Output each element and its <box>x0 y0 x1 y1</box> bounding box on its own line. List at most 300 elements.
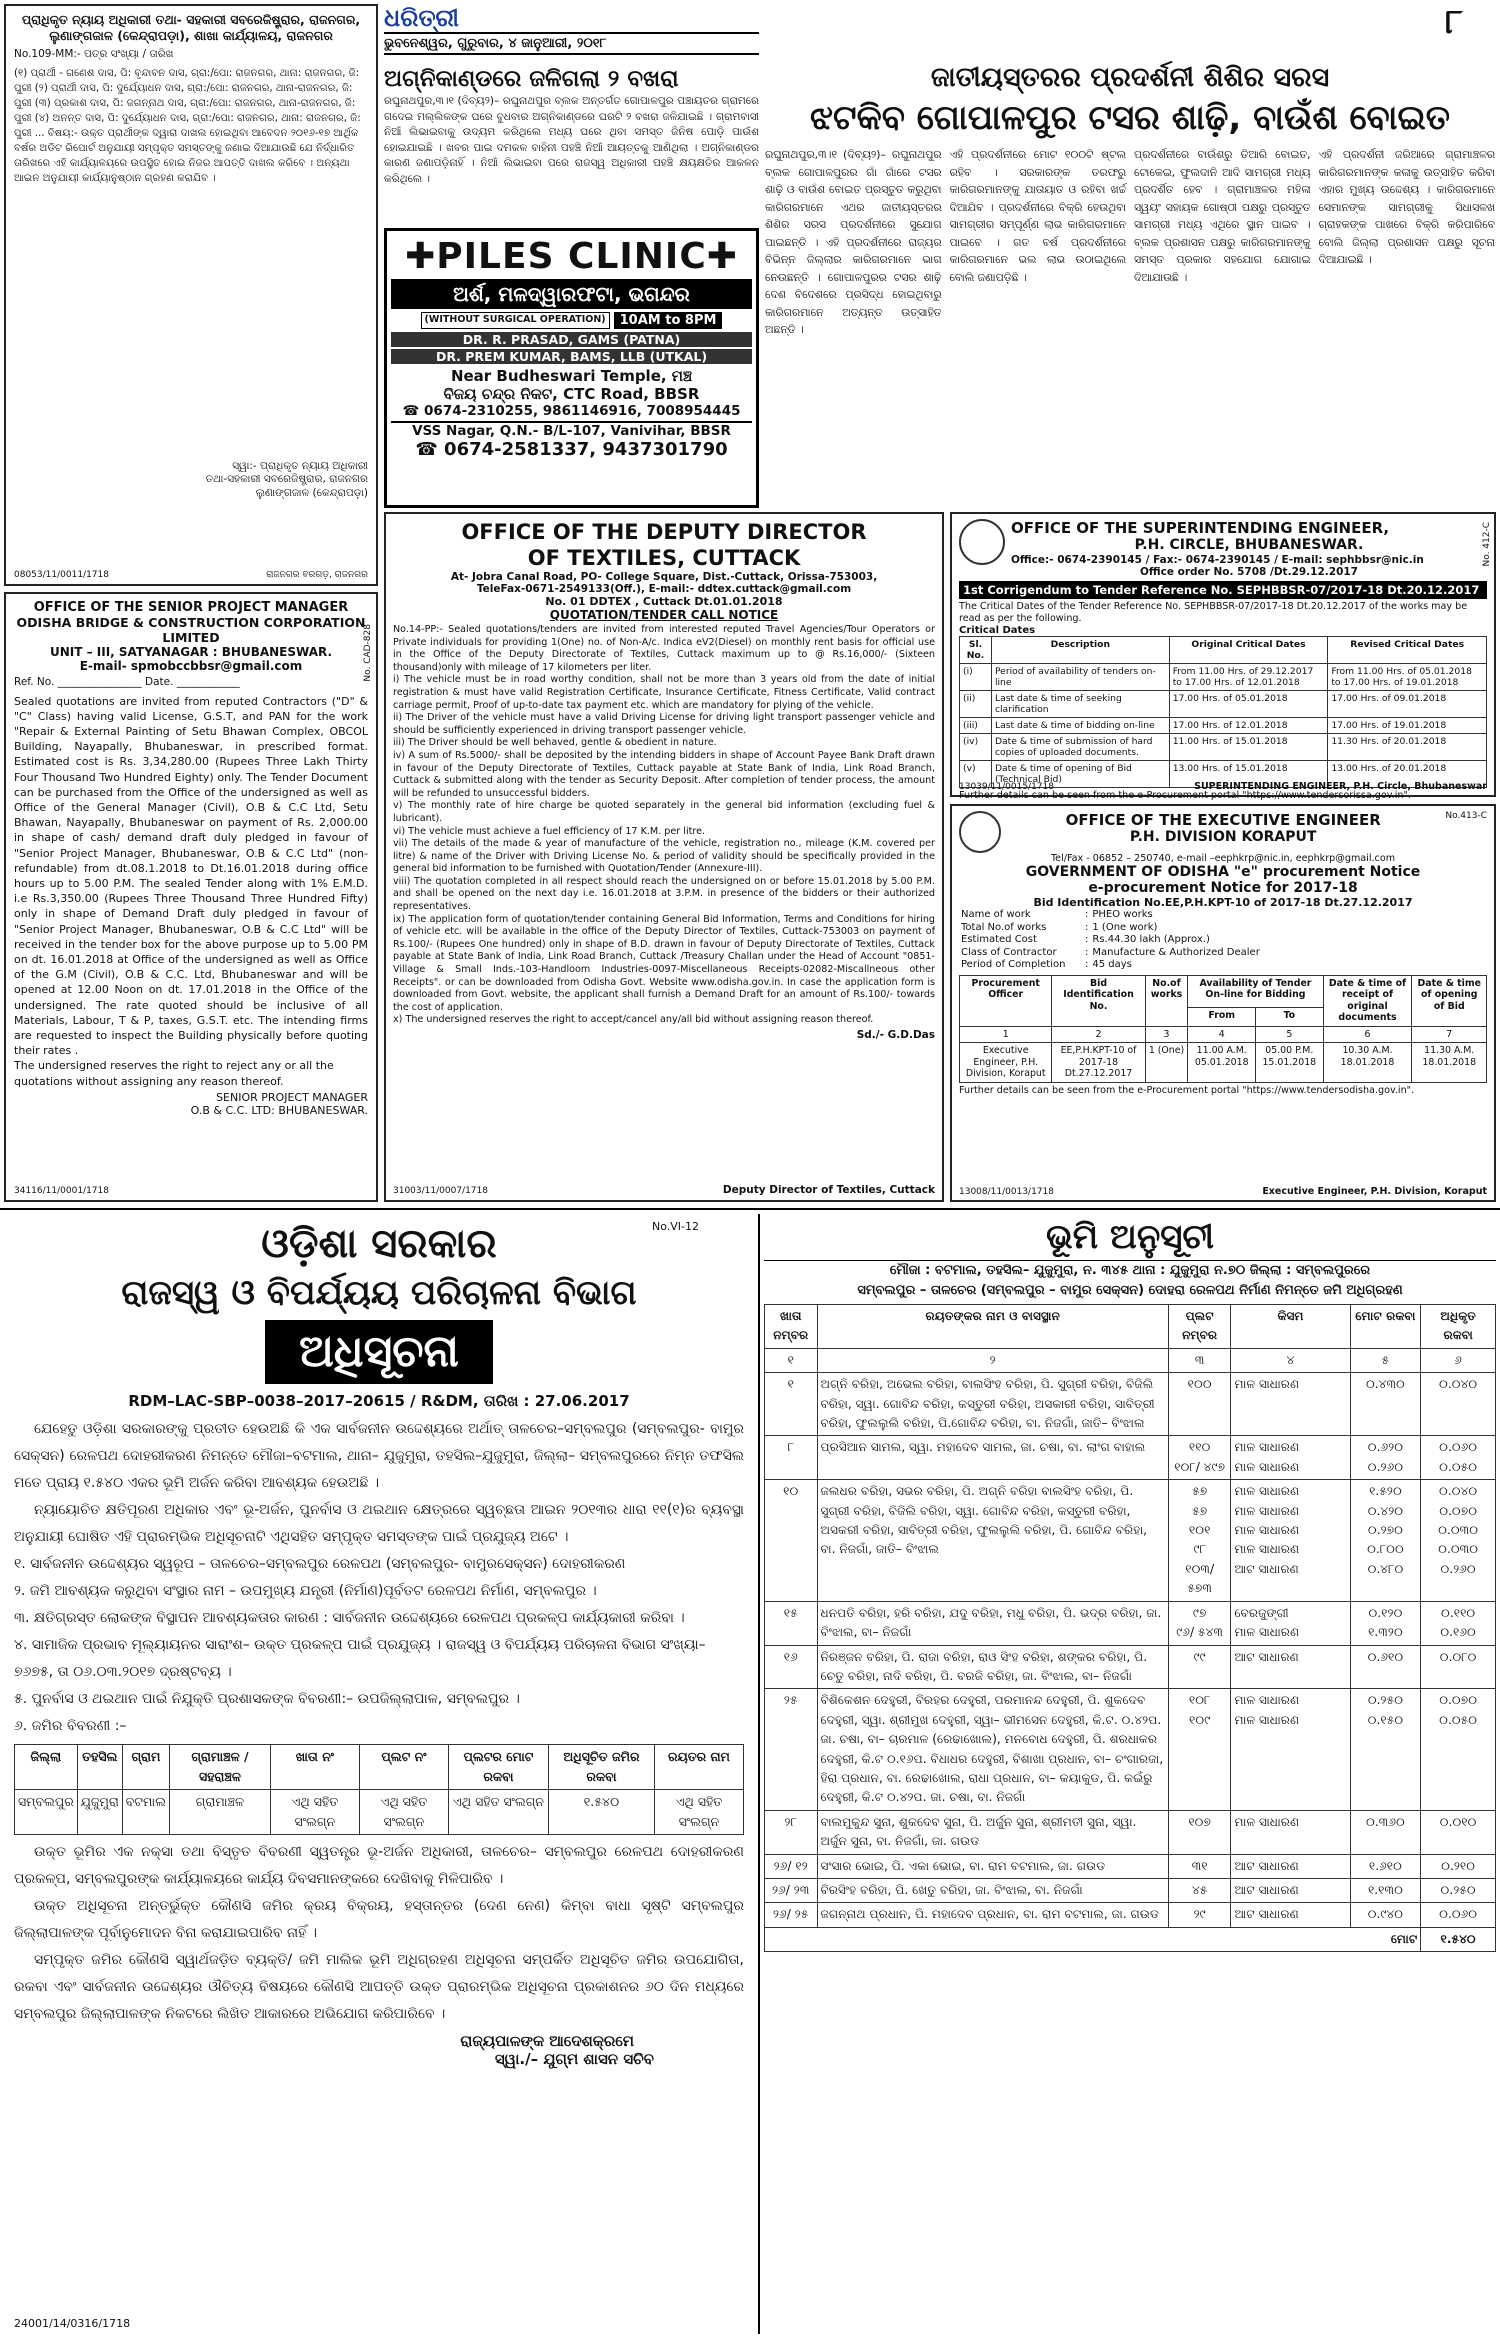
ad-textiles-item: vi) The vehicle must achieve a fuel efficiency of 17 K.M. per litre. <box>393 825 706 837</box>
table-cell <box>1350 1854 1421 1878</box>
table-header: Date & time of opening of Bid <box>1412 975 1487 1026</box>
table-cell: Executive Engineer, P.H. Division, Koraput <box>960 1043 1052 1083</box>
notice-list-item: ୩. କ୍ଷତିଗ୍ରସ୍ତ ଲୋକଙ୍କ ବିସ୍ଥାପନ ଆବଶ୍ୟକତାର କାରଣ : ସାର୍ବଜନୀନ ଉଦ୍ଦେଶ୍ୟରେ ରେଳପଥ ପ୍ରକଳ୍ପ କାର୍ଯ୍ୟକାରୀ କରିବା । <box>14 1610 685 1626</box>
cell-line: ୧୦୮/ ୪୯୭ <box>1174 1459 1226 1474</box>
page-number: ୮ <box>1445 2 1463 42</box>
ad-textiles-address: At- Jobra Canal Road, PO- College Square, Dist.-Cuttack, Orissa-753003, <box>450 571 878 583</box>
news-saree-col-2: ଏହି ପ୍ରଦର୍ଶନୀରେ ମୋଟ ୧୦୦ଟି ଷ୍ଟଲ ରହିବ । ସରକାରଙ୍କ ତରଫରୁ କାରିଗରମାନଙ୍କୁ ଯାତାୟାତ ଓ ରହିବା ଖର୍ଚ୍ଚ ଦିଆଯିବ । ପ୍ରଦର୍ଶନୀରେ ବିକ୍ରି ହେଉଥିବା ସାମଗ୍ରୀର ସମ୍ପୂର୍ଣ୍ଣ ଲାଭ କାରିଗରମାନେ ପାଇବେ । ଗତ ବର୍ଷ ପ୍ରଦର୍ଶନୀରେ କାରିଗରମାନେ ଭଲ ଲାଭ ଉଠାଇଥିଲେ ବୋଲି ଜଣାପଡ଼ିଛି । <box>949 148 1126 284</box>
table-cell <box>1350 1373 1421 1436</box>
table-row <box>960 734 1487 761</box>
cell-line: ୯୯ <box>1193 1649 1206 1664</box>
table-cell: 10.30 A.M. 18.01.2018 <box>1323 1043 1412 1083</box>
info-cell: Estimated Cost <box>961 934 1037 945</box>
ad-ph-circle-further: Further details can be seen from the e-Procurement portal "https://www.tendersorissa.gov.in". <box>959 790 1411 801</box>
cell-line: ୧୦୧ <box>1188 1523 1211 1538</box>
notice-para-4: ଉକ୍ତ ଅଧିସୂଚନା ଅନ୍ତର୍ଭୁକ୍ତ କୌଣସି ଜମିର କ୍ରୟ ବିକ୍ରୟ, ହସ୍ତାନ୍ତର (ଦେଣ ନେଣ) କିମ୍ବା ବାଧା ସୃଷ୍ଟି ସମ୍ବଲପୁର ଜିଲ୍ଲାପାଳଙ୍କ ପୂର୍ବାନୁମୋଦନ ବିନା କରାଯାଇପାରିବ ନାହିଁ । <box>14 1898 744 1941</box>
ad-ph-circle-contact: Office:- 0674-2390145 / Fax:- 0674-2390145 / E-mail: sephbbsr@nic.in <box>1011 554 1424 566</box>
info-cell: 1 (One work) <box>1092 921 1158 933</box>
cell-line: ୦.୩୬୦ <box>1366 1814 1405 1829</box>
table-cell <box>1421 1810 1496 1854</box>
cell-line: ୦.୪୨୦ <box>1367 1503 1404 1518</box>
table-cell <box>1168 1854 1231 1878</box>
cell-line: ୯୮ <box>1193 1542 1206 1557</box>
ad-koraput-table <box>959 975 1487 1083</box>
cell-line: ୦.୦୩୦ <box>1438 1523 1479 1538</box>
cell-line: ୧.୧୩୦ <box>1367 1882 1403 1897</box>
table-header: To <box>1256 1007 1323 1026</box>
notice-title-govt: ଓଡ଼ିଶା ସରକାର <box>261 1221 497 1267</box>
table-header: No.of works <box>1145 975 1188 1026</box>
table-cell: From 11.00 Hrs. of 29.12.2017 to 17.00 Hrs. of 12.01.2018 <box>1169 664 1328 691</box>
ad-textiles-sign: Deputy Director of Textiles, Cuttack <box>722 1184 935 1196</box>
table-cell: ୨୬/ ୨୩ <box>765 1878 818 1902</box>
table-cell: 13.00 Hrs. of 20.01.2018 <box>1328 761 1487 788</box>
news-saree-headline: ଝଟକିବ ଗୋପାଳପୁର ଟସର ଶାଢ଼ି, ବାଉଁଶ ବୋଇତ <box>809 98 1451 138</box>
notice-code: 24001/14/0316/1718 <box>14 2317 131 2330</box>
odisha-emblem-icon <box>959 811 1001 853</box>
info-cell: : <box>1085 959 1089 970</box>
ad-ph-circle-table <box>959 636 1487 788</box>
table-cell: 17.00 Hrs. of 09.01.2018 <box>1328 691 1487 718</box>
notice-para-2: ନ୍ୟାୟୋଚିତ କ୍ଷତିପୂରଣ ଅଧିକାର ଏବଂ ଭୂ-ଅର୍ଜନ, ପୁନର୍ବାସ ଓ ଥଇଥାନ କ୍ଷେତ୍ରରେ ସ୍ୱଚ୍ଛତା ଆଇନ ୨୦୧୩ର ଧାରା ୧୧(୧)ର ବ୍ୟବସ୍ଥା ଅନୁଯାୟୀ ଘୋଷିତ ଏହି ପ୍ରାରମ୍ଭିକ ଅଧିସୂଚନାଟି ଏଥିସହିତ ସମ୍ପୃକ୍ତ ସମସ୍ତଙ୍କ ପାଇଁ ପ୍ରଯୁଜ୍ୟ ଅଟେ । <box>14 1502 744 1545</box>
odisha-emblem-icon <box>959 519 1005 565</box>
ad-koraput-h2: P.H. DIVISION KORAPUT <box>1129 829 1317 845</box>
info-cell: Rs.44.30 lakh (Approx.) <box>1092 934 1210 945</box>
land-schedule <box>764 1214 1496 2334</box>
table-cell: 11.30 Hrs. of 20.01.2018 <box>1328 734 1487 761</box>
cell-line: ୦.୨୧୦ <box>1441 1858 1476 1873</box>
table-cell <box>1168 1480 1231 1601</box>
table-cell: ଏଥି ସହିତ ସଂଲଗ୍ନ <box>654 1790 743 1835</box>
table-cell <box>1168 1810 1231 1854</box>
table-header-number: ୫ <box>1350 1348 1421 1372</box>
cell-line: ୦.୨୫୦ <box>1440 1882 1476 1897</box>
table-header: ରୟତର ନାମ <box>654 1745 743 1790</box>
table-header: Description <box>991 637 1169 664</box>
cell-line: ୧୧୦ <box>1188 1440 1211 1455</box>
cell-line: ମାଳ ସାଧାରଣ <box>1234 1440 1300 1455</box>
table-cell <box>1421 1854 1496 1878</box>
table-cell <box>1168 1878 1231 1902</box>
table-cell: (iv) <box>960 734 992 761</box>
cell-line: ମାଳ ସାଧାରଣ <box>1234 1503 1300 1518</box>
cell-line: ୦.୦୫୦ <box>1439 1712 1478 1727</box>
table-row <box>765 1645 1496 1689</box>
table-cell: ୧୫ <box>765 1601 818 1645</box>
cell-line: ଆଟ ସାଧାରଣ <box>1234 1907 1299 1922</box>
ad-piles-doctor-2: DR. PREM KUMAR, BAMS, LLB (UTKAL) <box>391 349 752 364</box>
cell-line: ମାଳ ସାଧାରଣ <box>1234 1484 1300 1499</box>
table-cell <box>1231 1903 1350 1927</box>
cell-line: ମାଳ ସାଧାରଣ <box>1234 1625 1300 1640</box>
ad-ph-circle-h1: OFFICE OF THE SUPERINTENDING ENGINEER, <box>1011 519 1390 537</box>
ad-textiles-item: x) The undersigned reserves the right to accept/cancel any/all bid without assigning reason thereof. <box>393 1014 874 1026</box>
table-row <box>765 1436 1496 1480</box>
news-saree-col-4: ଏହି ପ୍ରଦର୍ଶନୀ ଜରିଆରେ ଗ୍ରାମାଞ୍ଚଳର କାରିଗରମାନଙ୍କ କଳାକୁ ଉତ୍ସାହିତ କରିବା ଏହାର ମୁଖ୍ୟ ଉଦ୍ଦେଶ୍ୟ । କାରିଗରମାନେ ସେମାନଙ୍କ ସାମଗ୍ରୀକୁ ସିଧାସଳଖ ଗ୍ରାହକଙ୍କ ପାଖରେ ବିକ୍ରି କରିପାରିବେ ବୋଲି ଜିଲ୍ଲା ପ୍ରଶାସନ ପକ୍ଷରୁ ସୂଚନା ଦିଆଯାଇଛି । <box>1318 148 1495 266</box>
table-header: From <box>1188 1007 1256 1026</box>
table-cell: ୧୬ <box>765 1645 818 1689</box>
cell-line: ୦.୨୬୦ <box>1367 1459 1404 1474</box>
table-cell <box>1231 1878 1350 1902</box>
table-header: ଗ୍ରାମାଞ୍ଚଳ / ସହରାଞ୍ଚଳ <box>170 1745 271 1790</box>
table-cell: EE,P.H.KPT-10 of 2017-18 Dt.27.12.2017 <box>1052 1043 1145 1083</box>
notice-title-dept: ରାଜସ୍ୱ ଓ ବିପର୍ଯ୍ୟୟ ପରିଚାଳନା ବିଭାଗ <box>121 1273 637 1313</box>
table-cell <box>1350 1878 1421 1902</box>
table-cell <box>1421 1373 1496 1436</box>
table-cell: (iii) <box>960 718 992 734</box>
ad-koraput-further: Further details can be seen from the e-Procurement portal "https://www.tendersodisha.gov.in". <box>959 1084 1415 1096</box>
notice-para-5: ସମ୍ପୃକ୍ତ ଜମିର କୌଣସି ସ୍ୱାର୍ଥଜଡ଼ିତ ବ୍ୟକ୍ତି/ ଜମି ମାଲିକ ଭୂମି ଅଧିଗ୍ରହଣ ଅଧିସୂଚନା ସମ୍ପର୍କିତ ଅଧିସୂଚିତ ଜମିର ଉପଯୋଗିତା, ରକବା ଏବଂ ସାର୍ବଜନୀନ ଉଦ୍ଦେଶ୍ୟର ଔଚିତ୍ୟ ବିଷୟରେ କୌଣସି ଆପତ୍ତି ଉକ୍ତ ପ୍ରାରମ୍ଭିକ ଅଧିସୂଚନା ପ୍ରକାଶନର ୬୦ ଦିନ ମଧ୍ୟରେ ସମ୍ବଲପୁର ଜିଲ୍ଲାପାଳଙ୍କ ନିକଟରେ ଲିଖିତ ଆକାରରେ ଅଭିଯୋଗ କରିପାରିବେ । <box>14 1952 744 2022</box>
table-header: ଖାତା ନଂ <box>270 1745 359 1790</box>
cell-line: ୦.୦୪୦ <box>1439 1484 1478 1499</box>
news-fire-headline: ଅଗ୍ନିକାଣ୍ଡରେ ଜଳିଗଲା ୨ ବଖରା <box>384 66 679 92</box>
cell-line: ୧.୫୨୦ <box>1369 1484 1402 1499</box>
table-cell <box>1231 1373 1350 1436</box>
ad-textiles-number: No. 01 DDTEX , Cuttack Dt.01.01.2018 <box>545 595 783 608</box>
cell-line: ମାଳ ସାଧାରଣ <box>1234 1712 1300 1727</box>
ad-piles-timing: 10AM to 8PM <box>614 312 723 329</box>
table-row <box>765 1689 1496 1810</box>
cell-line: ୦.୨୫୦ <box>1367 1693 1404 1708</box>
ad-obcc-side-label: No. CAD-828 <box>363 624 373 682</box>
table-cell: ଧନପତି ବରିହା, ହରି ବରିହା, ଯଦୁ ବରିହା, ମଧୁ ବରିହା, ପି. ଭଦ୍ର ବରିହା, ଜା. ବିଂଝାଲ, ବା– ନିଜଗାଁ <box>817 1601 1168 1645</box>
notice-para-3: ଉକ୍ତ ଭୂମିର ଏକ ନକ୍ସା ତଥା ବିସ୍ତୃତ ବିବରଣୀ ସ୍ୱତନ୍ତ୍ର ଭୂ-ଅର୍ଜନ ଅଧିକାରୀ, ତାଳଚେର– ସମ୍ବଲପୁର ରେଳପଥ ଦୋହରୀକରଣ ପ୍ରକଳ୍ପ, ସମ୍ବଲପୁରଙ୍କ କାର୍ଯ୍ୟାଳୟରେ କାର୍ଯ୍ୟ ଦିବସମାନଙ୍କରେ ଦେଖିବାକୁ ମିଳିପାରିବ । <box>14 1844 744 1887</box>
ad-koraput-h1: OFFICE OF THE EXECUTIVE ENGINEER <box>1065 811 1381 829</box>
table-header: ଖାତା ନମ୍ବର <box>765 1305 818 1349</box>
info-cell: 45 days <box>1092 959 1132 970</box>
ad-textiles-h2: OF TEXTILES, CUTTACK <box>527 546 801 570</box>
info-cell: : <box>1085 909 1089 920</box>
ad-textiles-title: QUOTATION/TENDER CALL NOTICE <box>549 608 779 622</box>
table-header: ପ୍ଲଟ ନମ୍ବର <box>1168 1305 1231 1349</box>
cell-line: ୦.୪୮୦ <box>1367 1561 1404 1576</box>
ad-court-notice <box>4 4 378 586</box>
table-cell: 2 <box>1052 1026 1145 1043</box>
ad-court-heading: ପ୍ରାଧିକୃତ ନ୍ୟାୟ ଅଧିକାରୀ ତଥା- ସହକାରୀ ସବରେଜିଷ୍ଟ୍ରାର, ରାଜନଗର, ଲୁଣାଙ୍ଗଜାଳ (କେନ୍ଦ୍ରାପଡ଼ା), ଶାଖା କାର୍ଯ୍ୟାଳୟ, ରାଜନଗର <box>21 12 361 43</box>
info-cell: Manufacture & Authorized Dealer <box>1092 946 1260 958</box>
table-cell <box>1350 1689 1421 1810</box>
cell-line: ୧.୬୧୦ <box>1368 1858 1402 1873</box>
ad-textiles-code: 31003/11/0007/1718 <box>393 1186 488 1196</box>
table-cell: ଗ୍ରାମାଞ୍ଚଳ <box>170 1790 271 1835</box>
info-cell: : <box>1085 921 1089 933</box>
notice-list-item: ୪. ସାମାଜିକ ପ୍ରଭାବ ମୂଲ୍ୟାୟନର ସାରାଂଶ– ଉକ୍ତ ପ୍ରକଳ୍ପ ପାଇଁ ପ୍ରଯୁଜ୍ୟ । ରାଜସ୍ୱ ଓ ବିପର୍ଯ୍ୟୟ ପରିଚାଳନା ବିଭାଗ ସଂଖ୍ୟା– ୭୬୭୫, ତା ୦୬.୦୩.୨୦୧୭ ଦ୍ରଷ୍ଟବ୍ୟ । <box>14 1637 706 1680</box>
table-cell: 17.00 Hrs. of 05.01.2018 <box>1169 691 1328 718</box>
table-cell: 7 <box>1412 1026 1487 1043</box>
ad-koraput-bid-id: Bid Identification No.EE,P.H.KPT-10 of 2017-18 Dt.27.12.2017 <box>1033 896 1413 909</box>
table-cell: Last date & time of bidding on-line <box>991 718 1169 734</box>
ad-ph-circle-side-label: No. 412-C <box>1482 522 1492 567</box>
ad-koraput-g2: e-procurement Notice for 2017-18 <box>1088 880 1358 896</box>
cell-line: ୦.୦୩୦ <box>1438 1542 1479 1557</box>
table-cell: Date & time of submission of hard copies of uploaded documents. <box>991 734 1169 761</box>
ad-obcc-h1: OFFICE OF THE SENIOR PROJECT MANAGER <box>33 600 349 615</box>
schedule-subtitle-1: ମୌଜା : ବଟମାଲ, ତହସିଲ– ଯୁଜୁମୁରା, ନ. ୩୪୫ ଥାନା : ଯୁଜୁମୁରା ନ.୭୦ ଜିଲ୍ଲା : ସମ୍ବଲପୁରରେ <box>764 1260 1496 1281</box>
ad-koraput-g1: GOVERNMENT OF ODISHA "e" procurement Notice <box>1025 864 1421 880</box>
table-cell <box>1421 1689 1496 1810</box>
table-cell: (i) <box>960 664 992 691</box>
notice-list-item: ୫. ପୁନର୍ବାସ ଓ ଥଇଥାନ ପାଇଁ ନିଯୁକ୍ତି ପ୍ରଶାସକଙ୍କ ବିବରଣୀ:– ଉପଜିଲ୍ଲାପାଳ, ସମ୍ବଲପୁର । <box>14 1691 520 1707</box>
notice-revenue-dept <box>4 1214 754 2334</box>
cross-icon: ✚ <box>405 236 437 277</box>
ad-textiles-items <box>393 674 935 1027</box>
ad-piles-address-2: ବିଜୟ ଚନ୍ଦ୍ର ନିକଟ, CTC Road, BBSR <box>443 385 700 403</box>
table-row <box>765 1601 1496 1645</box>
table-total-value: ୧.୫୪୦ <box>1421 1927 1496 1951</box>
cell-line: ୦.୦୬୦ <box>1439 1440 1478 1455</box>
table-header: ଅଧିକୃତ ରକବା <box>1421 1305 1496 1349</box>
ad-textiles-h1: OFFICE OF THE DEPUTY DIRECTOR <box>461 520 867 544</box>
ad-obcc-tender <box>4 592 378 1202</box>
table-cell: ୨୮ <box>765 1810 818 1854</box>
news-saree-col-3: ପ୍ରଦର୍ଶନୀରେ ବାଉଁଶରୁ ତିଆରି ବୋଇତ, ଟୋକେଇ, ଫୁଲଦାନି ଆଦି ସାମଗ୍ରୀ ମଧ୍ୟ ପ୍ରଦର୍ଶିତ ହେବ । ଗ୍ରାମାଞ୍ଚଳର ମହିଳା ସ୍ୱୟଂ ସହାୟକ ଗୋଷ୍ଠୀ ପକ୍ଷରୁ ପ୍ରସ୍ତୁତ ସାମଗ୍ରୀ ମଧ୍ୟ ଏଥିରେ ସ୍ଥାନ ପାଇବ । ବ୍ଲକ ପ୍ରଶାସନ ପକ୍ଷରୁ କାରିଗରମାନଙ୍କୁ ସମସ୍ତ ପ୍ରକାର ସହଯୋଗ ଯୋଗାଇ ଦିଆଯାଉଛି । <box>1134 148 1311 284</box>
notice-reference: RDM–LAC-SBP–0038–2017–20615 / R&DM, ତାରିଖ : 27.06.2017 <box>128 1392 630 1410</box>
ad-obcc-ref: Ref. No. ________________ Date. ____________ <box>14 676 240 688</box>
notice-number: No.VI-12 <box>652 1220 699 1233</box>
cell-line: ମାଳ ସାଧାରଣ <box>1234 1377 1300 1392</box>
notice-list-item: ୨. ଜମି ଆବଶ୍ୟକ କରୁଥିବା ସଂସ୍ଥାର ନାମ – ଉପମୁଖ୍ୟ ଯନ୍ତ୍ରୀ (ନିର୍ମାଣ)ପୂର୍ବତଟ ରେଳପଥ ନିର୍ମାଣ, ସମ୍ବଲପୁର । <box>14 1583 597 1599</box>
table-cell: ଯୁଜୁମୁରା <box>77 1790 122 1835</box>
cell-line: ୦.୦୫୦ <box>1439 1459 1478 1474</box>
ad-obcc-email: E-mail- spmobccbbsr@gmail.com <box>79 659 303 673</box>
table-header-number: ୩ <box>1168 1348 1231 1372</box>
cell-line: ୦.୦୪୦ <box>1439 1377 1478 1392</box>
table-cell: 11.30 A.M. 18.01.2018 <box>1412 1043 1487 1083</box>
table-row <box>765 1810 1496 1854</box>
table-cell: Last date & time of seeking clarification <box>991 691 1169 718</box>
table-header: Original Critical Dates <box>1169 637 1328 664</box>
notice-list-item: ୧. ସାର୍ବଜନୀନ ଉଦ୍ଦେଶ୍ୟର ସ୍ୱରୂପ – ତାଳଚେର–ସମ୍ବଲପୁର ରେଳପଥ (ସମ୍ବଲପୁର- ବାମୁରସେକ୍ସନ) ଦୋହରୀକରଣ <box>14 1556 626 1572</box>
schedule-subtitle-2: ସମ୍ବଲପୁର – ତାଳଚେର (ସମ୍ବଲପୁର – ବାମୁର ସେକ୍ସନ) ଦୋହରା ରେଳପଥ ନିର୍ମାଣ ନିମନ୍ତେ ଜମି ଅଧିଗ୍ରହଣ <box>857 1283 1403 1298</box>
ad-ph-circle-h2: P.H. CIRCLE, BHUBANESWAR. <box>1134 537 1364 553</box>
cell-line: ୦.୦୭୦ <box>1439 1693 1478 1708</box>
table-header: Revised Critical Dates <box>1328 637 1487 664</box>
table-cell: ୨୬/ ୨୫ <box>765 1903 818 1927</box>
cell-line: ୫୭ <box>1192 1484 1208 1499</box>
table-cell: ଏଥି ସହିତ ସଂଲଗ୍ନ <box>270 1790 359 1835</box>
table-row <box>765 1373 1496 1436</box>
schedule-title: ଭୂମି ଅନୁସୂଚୀ <box>1045 1217 1215 1257</box>
table-total-row <box>765 1927 1496 1951</box>
ad-piles-subtitle: ଅର୍ଶ, ମଳଦ୍ୱାରଫଟା, ଭଗନ୍ଦର <box>391 279 752 309</box>
table-cell <box>1168 1436 1231 1480</box>
table-cell: 1 (One) <box>1145 1043 1188 1083</box>
notice-order: ରାଜ୍ୟପାଳଙ୍କ ଆଦେଶକ୍ରମେ <box>460 2032 634 2050</box>
table-cell: (ii) <box>960 691 992 718</box>
cell-line: ୦.୪୩୦ <box>1365 1377 1405 1392</box>
cell-line: ୫୭ <box>1192 1503 1208 1518</box>
column-divider <box>758 1214 760 2334</box>
schedule-table <box>764 1304 1496 1952</box>
info-cell: Total No.of works <box>961 921 1047 933</box>
ad-court-body: (୧) ପ୍ରାର୍ଥୀ - ଗଣେଶ ଦାସ, ପି: ବୃନ୍ଦାବନ ଦାସ, ଗ୍ରା:/ପୋ: ରାଜନଗର, ଥାନା: ରାଜନଗର, ଜି: ପୁରୀ (୨) ପ୍ରାର୍ଥୀ ଦାସ, ପି: ଦୁର୍ଯ୍ୟୋଧନ ଦାସ, ଗ୍ରା:/ପୋ: ରାଜନଗର, ଥାନା-ରାଜନଗର, ଜି: ପୁରୀ (୩) ପ୍ରକାଶ ଦାସ, ପି: ଜଗନ୍ନାଥ ଦାସ, ଗ୍ରା:/ପୋ: ରାଜନଗର, ଥାନା-ରାଜନଗର, ଜି: ପୁରୀ (୪) ଅନନ୍ତ ଦାସ, ପି: ଦୁର୍ଯ୍ୟୋଧନ ଦାସ, ଗ୍ରା:/ପୋ: ରାଜନଗର, ଥାନା: ରାଜନଗର, ଜି: ପୁରୀ ... ବିଷୟ:- ଉକ୍ତ ପ୍ରାର୍ଥୀଙ୍କ ଦ୍ୱାରା ଦାଖଲ ହୋଇଥିବା ଆବେଦନ ୨୦୧୬-୧୭ ଆର୍ଥିକ ବର୍ଷର ଅଡିଟ ରିପୋର୍ଟ ଅନୁଯାୟୀ ସମ୍ପୃକ୍ତ ସମସ୍ତଙ୍କୁ ଜଣାଇ ଦିଆଯାଉଛି ଯେ ନିର୍ଦ୍ଧାରିତ ତାରିଖରେ ଏହି କାର୍ଯ୍ୟାଳୟରେ ଉପସ୍ଥିତ ହୋଇ ନିଜର ଆପତ୍ତି ଦାଖଲ କରିବେ । ଅନ୍ୟଥା ଆଇନ ଅନୁଯାୟୀ କାର୍ଯ୍ୟାନୁଷ୍ଠାନ ଗ୍ରହଣ କରାଯିବ । <box>14 67 361 184</box>
table-row <box>765 1878 1496 1902</box>
ad-court-sign-3: ଲୁଣାଙ୍ଗଜାଳ (କେନ୍ଦ୍ରାପଡ଼ା) <box>255 486 368 499</box>
cell-line: ୦.୬୨୦ <box>1367 1440 1404 1455</box>
cell-line: ୦.୮୦୦ <box>1367 1542 1404 1557</box>
table-cell: ବିଶିକେଶନ ଦେହୁରୀ, ବିରହର ଦେହୁରୀ, ପରମାନନ୍ଦ ଦେହୁରୀ, ପି. ଶୁକଦେବ ଦେହୁରୀ, ସ୍ୱା. ଶ୍ରୀମୁଖ ଦେହୁରୀ, ସ୍ୱା– ଭୀମସେନ ଦେହୁରୀ, କି.ଟ. ୦.୪୨ପ. ଜା. ଚଷା, ବା– ଚାରମାଳ (ରେଢାଖୋଲ), ମନବୋଧ ଦେହୁରୀ, ପି. ଶରଧାକର ଦେହୁରୀ, କି.ଟ ୦.୧୬ପ. ବିଧାଧର ଦେହୁରୀ, ବିଶାଖା ପ୍ରଧାନ, ବା– ଚଂଗାରଜା, ହିରା ପ୍ରଧାନ, ବା. ରେଢାଖୋଲ, ରାଧା ପ୍ରଧାନ, ବା– କୟାକୁଡ, ପି. କଇଁରୁ ଦେହୁରୀ, କି.ଟ ୦.୪୨ପ. ଜା. ଚଷା, ବା. ନିଜଗାଁ <box>817 1689 1168 1810</box>
table-cell: 4 <box>1188 1026 1256 1043</box>
cell-line: ଆଟ ସାଧାରଣ <box>1234 1561 1299 1576</box>
table-cell <box>1421 1601 1496 1645</box>
ad-obcc-code: 34116/11/0001/1718 <box>14 1186 109 1196</box>
info-cell: PHEO works <box>1092 909 1153 920</box>
table-row <box>960 664 1487 691</box>
table-cell: Period of availability of tenders on-line <box>991 664 1169 691</box>
ad-textiles-item: v) The monthly rate of hire charge be quoted separately in the general bid information (excluding fuel & lubricant). <box>393 800 935 824</box>
ad-textiles-item: viii) The quotation completed in all respect should reach the undersigned on or before 15.01.2018 by 5.00 P.M. and shall be opened on the next day i.e. 16.01.2018 at 3.P.M. in presence of the bidders or their authorized representatives. <box>393 875 935 913</box>
ad-textiles-item: ix) The application form of quotation/tender containing General Bid Information, Terms and Conditions for hiring of vehicle etc. will be available in the office of the Deputy Director of Textiles, Cuttack-753003 on payment of Rs.100/- (Rupees One hundred) only in shape of B.D. drawn in favour of Deputy Directorate of Textiles, Cuttack payable at State Bank of India, Link Road Branch, Cuttack /Treasury Challan under the Head of Account "0851-Village & Small Inds.-103-Handloom Industries-0097-Miscellaneous Receipts-02082-Miscallneous other Receipts". or can be downloaded from Odisha Govt. Website www.odisha.gov.in. In case the application form is downloaded from Govt. website, the applicant shall furnish a Demand Draft for an amount of Rs.100/- towards the cost of application. <box>393 913 935 1013</box>
masthead-logo: ଧରିତ୍ରୀ <box>384 4 459 32</box>
ad-ph-circle-order: Office order No. 5708 /Dt.29.12.2017 <box>1139 566 1358 578</box>
ad-obcc-sign-1: SENIOR PROJECT MANAGER <box>216 1090 368 1104</box>
ad-court-code: 08053/11/0011/1718 <box>14 570 109 580</box>
table-cell <box>1231 1480 1350 1601</box>
info-cell: Name of work <box>961 909 1031 920</box>
table-cell: ଏଥି ସହିତ ସଂଲଗ୍ନ <box>359 1790 448 1835</box>
table-cell <box>1350 1810 1421 1854</box>
cell-line: ୦.୨୬୦ <box>1440 1561 1476 1576</box>
info-row <box>959 909 1262 922</box>
notice-title-notification: ଅଧିସୂଚନା <box>265 1320 493 1384</box>
ad-court-ref: No.109-MM:- ପତ୍ର ସଂଖ୍ୟା / ତାରିଖ <box>14 48 174 60</box>
ad-obcc-body: Sealed quotations are invited from reputed Contractors ("D" & "C" Class) having valid License, G.S.T, and PAN for the work "Repair & External Painting of Setu Bhawan Complex, OBCOL Building, Nayapally, Bhubaneswar, in prescribed format. Estimated cost is Rs. 3,34,280.00 (Rupees Three Lakh Thirty Four Thousand Two Hundred Eighty) only. The Tender Document can be purchased from the Office of the undersigned as well as Office of the General Manager (Civil), O.B & C.C Ltd, Setu Bhawan, Nayapally, Bhubaneswar on payment of Rs. 2,000.00 in shape of cash/ demand draft duly pledged in favour of "Senior Project Manager, Bhubaneswar, O.B & C.C Ltd" (non-refundable) from dt.08.1.2018 to Dt.16.01.2018 during office hours up to 5.00 P.M. The sealed Tender along with 1% E.M.D. i.e Rs.3,350.00 (Rupees Three Thousand Three Hundred Fifty) only in shape of Demand Draft duly pledged in favour of "Senior Project Manager, Bhubaneswar, O.B & C.C Ltd" will be received in the tender box for the above purpose up to 5.00 PM on dt. 16.01.2018 at Office of the undersigned as well as Office of the G.M (Civil), O.B & C.C. Ltd, Bhubaneswar and will be opened at 12.00 Noon on dt. 17.01.2018 in the Office of the undersigned. The rate quoted should be inclusive of all Materials, Labour, T & P, taxes, G.S.T. etc. The intending firms are requested to inspect the Building physically before quoting their rates . <box>14 694 368 1058</box>
table-header: ଗ୍ରାମ <box>122 1745 169 1790</box>
info-cell: Period of Completion <box>961 959 1066 970</box>
ad-obcc-body-2: The undersigned reserves the right to reject any or all the quotations without assigning any reason thereof. <box>14 1059 334 1088</box>
ad-piles-address-3: VSS Nagar, Q.N.- B/L-107, Vanivihar, BBSR <box>391 421 752 439</box>
table-cell <box>1168 1645 1231 1689</box>
table-row <box>960 691 1487 718</box>
ad-obcc-sign-2: O.B & C.C. LTD: BHUBANESWAR. <box>190 1103 368 1117</box>
cell-line: ୪୫ <box>1191 1882 1208 1897</box>
table-cell: (v) <box>960 761 992 788</box>
cell-line: ମାଳ ସାଧାରଣ <box>1234 1693 1300 1708</box>
news-fire <box>384 64 759 224</box>
table-cell: 5 <box>1256 1026 1323 1043</box>
table-cell <box>1421 1436 1496 1480</box>
table-header-row <box>960 975 1487 1007</box>
info-cell: : <box>1085 934 1089 945</box>
ad-textiles-item: i) The vehicle must be in road worthy condition, shall not be more than 3 years old from the date of initial registration & must have valid Registration Certificate, Insurance Certificate, Fitness Certificate, Valid contract carriage permit, Proof of up-to-date tax payment etc. which are mandatory for plying of the vehicle. <box>393 674 935 711</box>
cell-line: ଆଟ ସାଧାରଣ <box>1234 1649 1299 1664</box>
ad-piles-address-1: Near Budheswari Temple, ମଞ୍ଚ <box>450 367 693 385</box>
cell-line: ୦.୧୨୦ <box>1368 1605 1403 1620</box>
table-row <box>765 1480 1496 1601</box>
table-cell: From 11.00 Hrs. of 05.01.2018 to 17.00 Hrs. of 19.01.2018 <box>1328 664 1487 691</box>
info-row <box>959 922 1262 935</box>
info-cell: Class of Contractor <box>961 946 1057 958</box>
cell-line: ୦.୧୧୦ <box>1441 1605 1476 1620</box>
ad-ph-circle <box>950 512 1496 801</box>
cell-line: ୨୯ <box>1193 1907 1206 1922</box>
table-cell <box>1421 1878 1496 1902</box>
cell-line: ୦.୨୭୦ <box>1367 1523 1403 1538</box>
masthead-dateline: ଭୁବନେଶ୍ୱର, ଗୁରୁବାର, ୪ ଜାନୁଆରୀ, ୨୦୧୮ <box>384 32 759 55</box>
ad-ph-circle-corrigendum-bar: 1st Corrigendum to Tender Reference No. SEPHBBSR-07/2017-18 Dt.20.12.2017 <box>959 581 1487 599</box>
table-cell: ଜଲଧର ବରିହା, ସଭର ବରିହା, ପି. ଅଗ୍ନି ବରିହା ବାଲସିଂହ ବରିହା, ପି. ସୁଗ୍ରୀ ବରିହା, ବିଜିଲି ବରିହା, ସ୍ୱା. ଗୋବିନ୍ଦ ବରିହା, କସ୍ତୁରୀ ବରିହା, ଅସକରୀ ବରିହା, ସାବିତ୍ରୀ ବରିହା, ଫୁଲଲୁଲି ବରିହା, ପି. ଗୋବିନ୍ଦ ବରିହା, ବା. ନିଜଗାଁ, ଜାତି– ବିଂଝାଲ <box>817 1480 1168 1601</box>
table-total-label: ମୋଟ <box>765 1927 1421 1951</box>
table-cell: ବଟମାଲ <box>122 1790 169 1835</box>
table-header: ଜିଲ୍ଲା <box>15 1745 78 1790</box>
cell-line: ୦.୦୧୦ <box>1439 1814 1477 1829</box>
table-cell: 1 <box>960 1026 1052 1043</box>
table-cell <box>1350 1436 1421 1480</box>
table-cell: ୧ <box>765 1373 818 1436</box>
cell-line: ମାଳ ସାଧାରଣ <box>1234 1459 1300 1474</box>
table-header: Sl. No. <box>960 637 992 664</box>
ad-ph-circle-intro: The Critical Dates of the Tender Reference No. SEPHBBSR-07/2017-18 Dt.20.12.2017 of the works may be read as per the following. <box>959 601 1468 624</box>
cell-line: ବେରଜୁଙ୍ଗୀ <box>1234 1605 1289 1620</box>
info-row <box>959 959 1262 972</box>
table-cell <box>1231 1645 1350 1689</box>
table-cell <box>1421 1645 1496 1689</box>
notice-sign: ସ୍ୱା./– ଯୁଗ୍ମ ଶାସନ ସଚିବ <box>494 2050 654 2068</box>
table-cell: ପ୍ରସିଆନ ସାମଲ, ସ୍ୱା. ମହାଦେବ ସାମଲ, ଜା. ଚଷା, ବା. ଲାଂଗ ବାହାଲ <box>817 1436 1168 1480</box>
cell-line: ୧୦୦ <box>1187 1377 1212 1392</box>
table-cell <box>1421 1480 1496 1601</box>
notice-para-1: ଯେହେତୁ ଓଡ଼ିଶା ସରକାରଙ୍କୁ ପ୍ରତୀତ ହେଉଅଛି କି ଏକ ସାର୍ବଜନୀନ ଉଦ୍ଦେଶ୍ୟରେ ଅର୍ଥାତ୍ ତାଳଚେର–ସମ୍ବଲପୁର (ସମ୍ବଲପୁର- ବାମୁର ସେକ୍ସନ) ରେଳପଥ ଦୋହରୀକରଣ ନିମନ୍ତେ ମୌଜା–ବଟମାଲ, ଥାନା– ଯୁଜୁମୁରା, ତହସିଲ–ଯୁଜୁମୁରା, ଜିଲ୍ଲା– ସମ୍ବଲପୁରରେ ନିମ୍ନ ତଫସିଲ ମତେ ପ୍ରାୟ ୧.୫୪୦ ଏକର ଭୂମି ଅର୍ଜନ କରିବା ଆବଶ୍ୟକ ହେଉଅଛି । <box>14 1421 744 1491</box>
table-cell: ୧୦ <box>765 1480 818 1601</box>
ad-piles-doctor-1: DR. R. PRASAD, GAMS (PATNA) <box>391 332 752 347</box>
table-cell: 05.00 P.M. 15.01.2018 <box>1256 1043 1323 1083</box>
table-header: ତହସିଲ <box>77 1745 122 1790</box>
notice-list <box>14 1551 744 1740</box>
table-cell <box>1350 1645 1421 1689</box>
table-cell: 6 <box>1323 1026 1412 1043</box>
table-cell: 3 <box>1145 1026 1188 1043</box>
table-header: Date & time of receipt of original documents <box>1323 975 1412 1026</box>
table-header: Procurement Officer <box>960 975 1052 1026</box>
table-cell: ୧.୫୪୦ <box>549 1790 655 1835</box>
ad-obcc-h2: ODISHA BRIDGE & CONSTRUCTION CORPORATION LIMITED <box>16 615 366 645</box>
table-header-number: ୧ <box>765 1348 818 1372</box>
table-cell: ୮ <box>765 1436 818 1480</box>
cell-line: ୦.୦୮୦ <box>1439 1649 1477 1664</box>
table-cell <box>1168 1601 1231 1645</box>
ad-textiles-item: vii) The details of the made & year of manufacture of the vehicle, registration no., mileage (K.M. covered per litre) & name of the Driver with Driving License No. & period of validity should be specifically provided in the general bid information to be furnished with Quotation/Tender (Annexure-III). <box>393 838 935 875</box>
cell-line: ଆଟ ସାଧାରଣ <box>1234 1882 1299 1897</box>
table-cell: ସଂସାର ଭୋଇ, ପି. ଏକା ଭୋଇ, ବା. ରାମ ବଟମାଲ, ଜା. ଗଉଡ <box>817 1854 1168 1878</box>
table-cell <box>1231 1689 1350 1810</box>
table-cell <box>1231 1854 1350 1878</box>
table-cell <box>1421 1903 1496 1927</box>
table-cell <box>1350 1903 1421 1927</box>
cell-line: ମାଳ ସାଧାରଣ <box>1234 1523 1300 1538</box>
cell-line: ୦.୧୫୦ <box>1367 1712 1404 1727</box>
ad-textiles-telefax: TeleFax-0671-2549133(Off.), E-mail:- ddtex.cuttack@gmail.com <box>476 583 852 595</box>
table-cell: ବିରସିଂହ ବରିହା, ପି. ଖେତୁ ବରିହା, ଜା. ବିଂଝାଲ, ବା. ନିଜଗାଁ <box>817 1878 1168 1902</box>
table-header-number: ୪ <box>1231 1348 1350 1372</box>
table-row <box>960 718 1487 734</box>
cell-line: ୧.୩୨୦ <box>1368 1625 1403 1640</box>
cross-icon: ✚ <box>706 236 738 277</box>
cell-line: ୧୦୩/ ୫୭୩ <box>1185 1561 1215 1596</box>
table-header: Availability of Tender On-line for Bidding <box>1188 975 1323 1007</box>
table-cell: Date & time of opening of Bid (Technical Bid) <box>991 761 1169 788</box>
ad-court-sign-1: ସ୍ୱା:- ପ୍ରାଧିକୃତ ନ୍ୟାୟ ଅଧିକାରୀ <box>232 459 368 472</box>
table-header: ରୟତଙ୍କର ନାମ ଓ ବାସସ୍ଥାନ <box>817 1305 1168 1349</box>
info-row <box>959 934 1262 947</box>
table-header: ପ୍ଲଟର ମୋଟ ରକବା <box>448 1745 548 1790</box>
ad-piles-title: PILES CLINIC <box>436 236 707 277</box>
table-row <box>765 1854 1496 1878</box>
ad-piles-clinic <box>384 228 759 508</box>
table-cell: 11.00 A.M. 05.01.2018 <box>1188 1043 1256 1083</box>
ad-koraput-sign: Executive Engineer, P.H. Division, Koraput <box>1262 1186 1487 1197</box>
table-cell <box>1350 1601 1421 1645</box>
cell-line: ଆଟ ସାଧାରଣ <box>1234 1858 1299 1873</box>
